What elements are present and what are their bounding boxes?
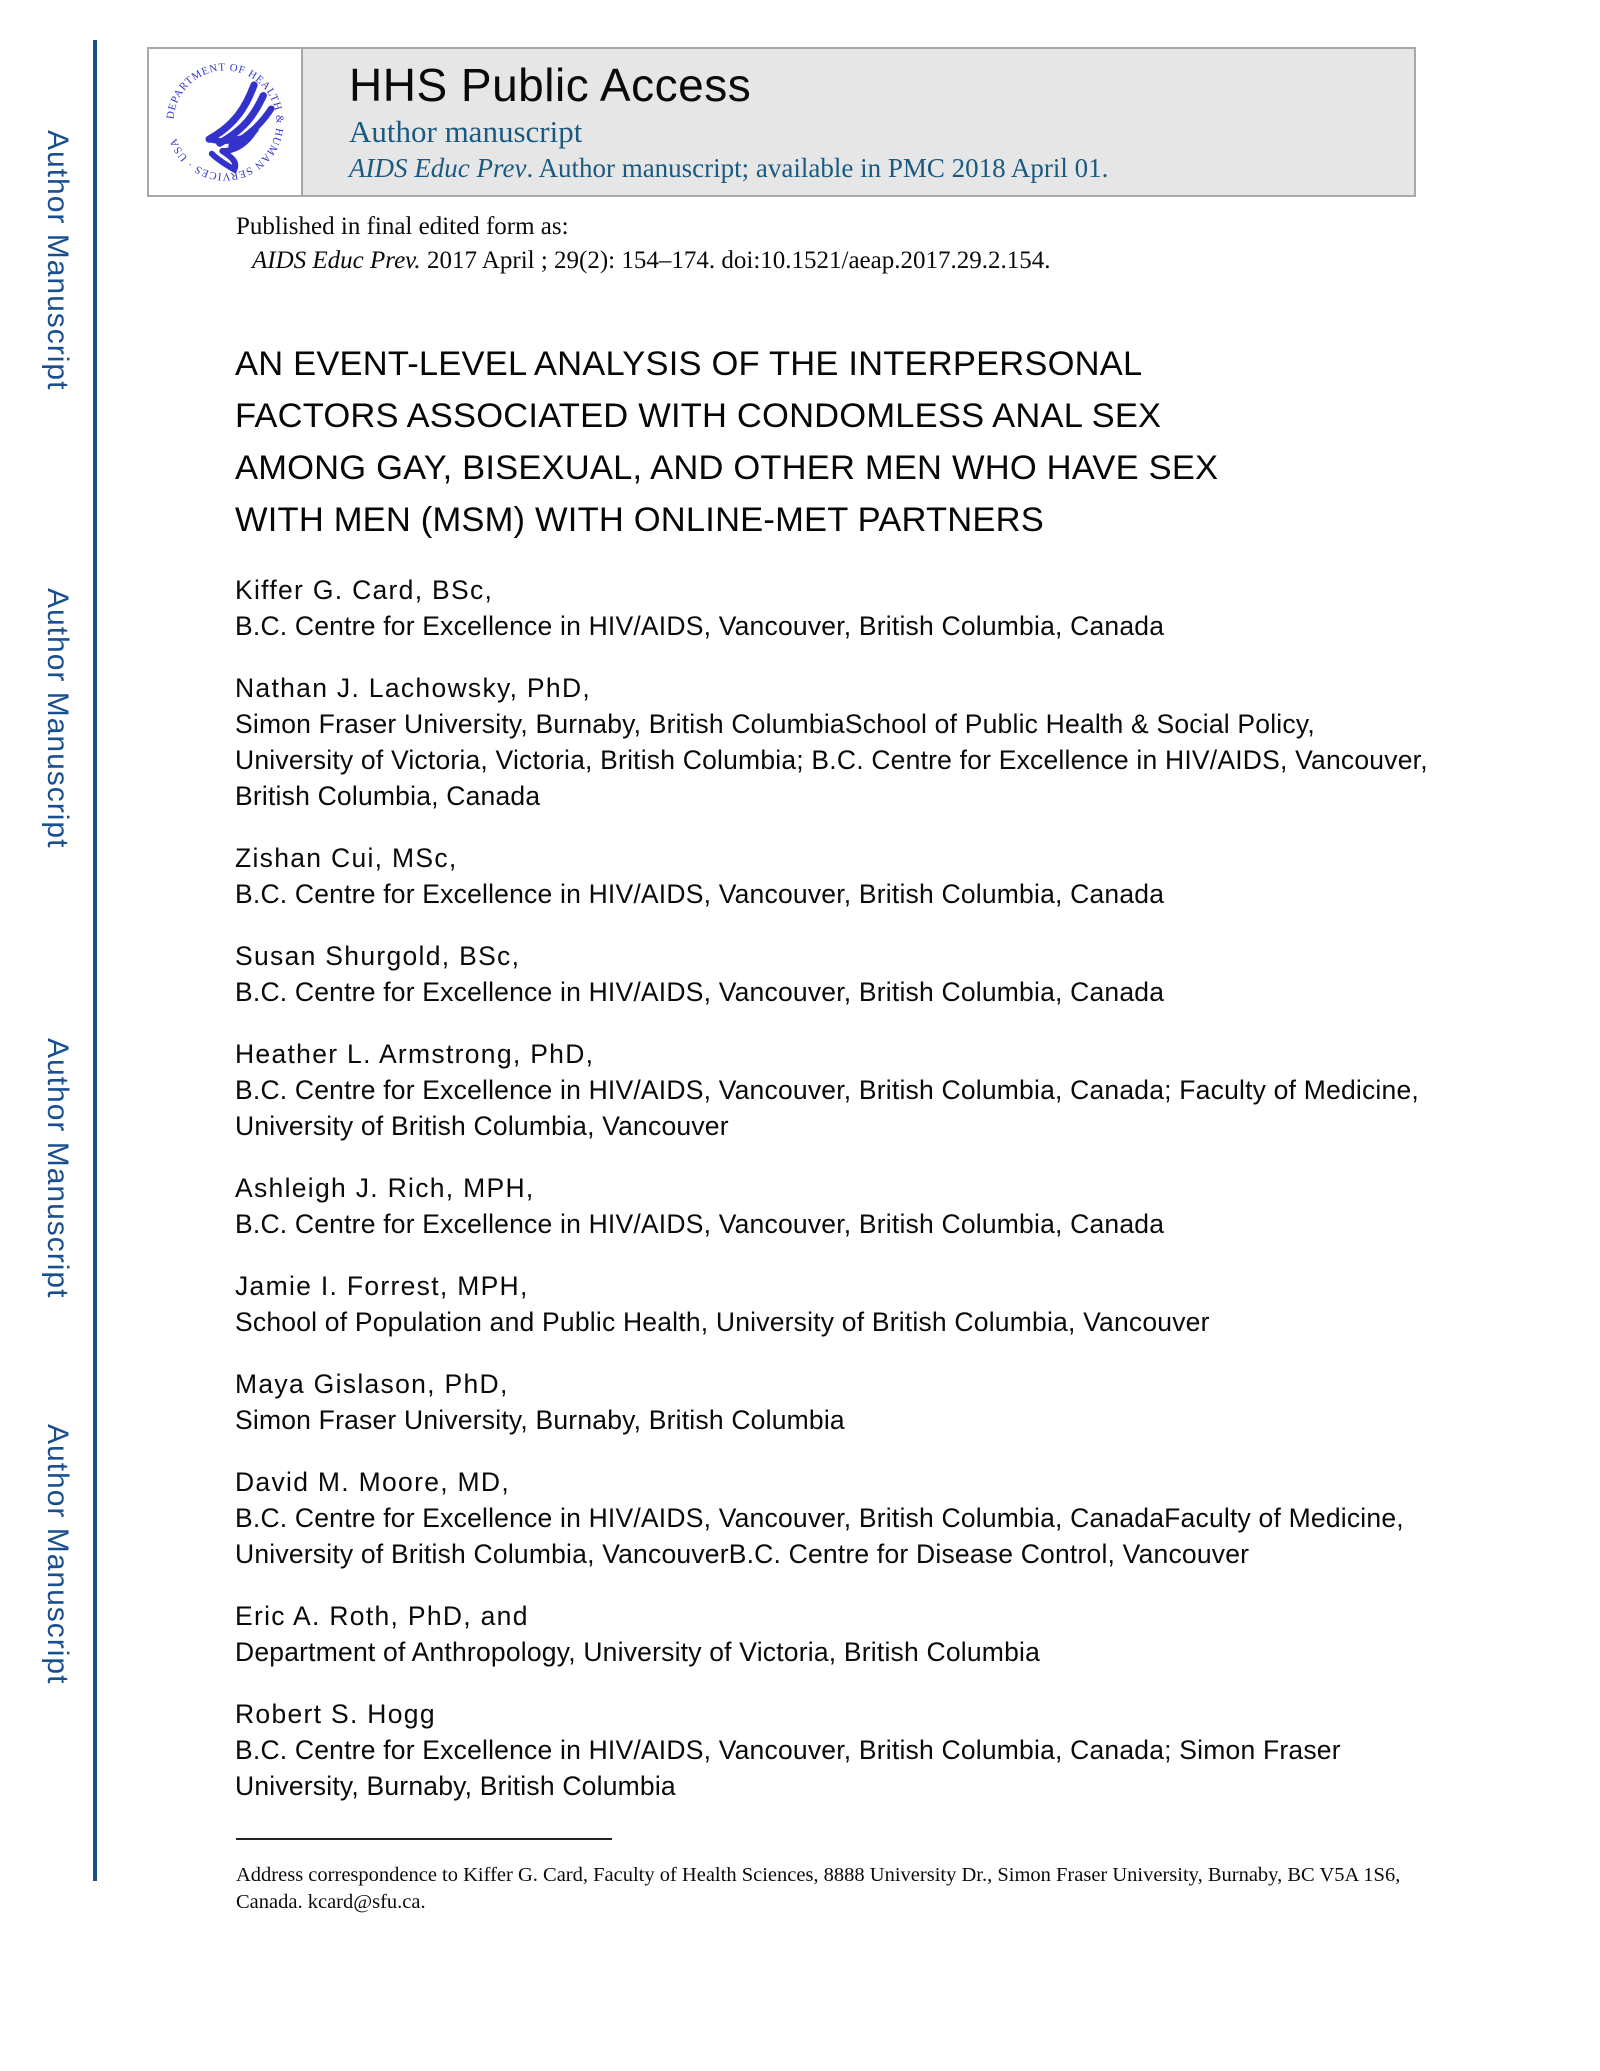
sidebar-accent-line <box>93 40 97 1881</box>
article-title-line: AN EVENT-LEVEL ANALYSIS OF THE INTERPERSONAL <box>235 345 1143 383</box>
author-name: Nathan J. Lachowsky, PhD, <box>235 673 592 703</box>
author-entry <box>235 572 1430 644</box>
author-name: Heather L. Armstrong, PhD, <box>235 1039 595 1069</box>
correspondence-note: Address correspondence to Kiffer G. Card, Faculty of Health Sciences, 8888 University Dr., Simon Fraser University, Burnaby, BC V5A 1S6, Canada. kcard@sfu.ca. <box>236 1864 1401 1913</box>
author-affiliation: B.C. Centre for Excellence in HIV/AIDS, Vancouver, British Columbia, CanadaFaculty of Medicine, University of British Columbia, VancouverB.C. Centre for Disease Control, Vancouver <box>235 1503 1404 1569</box>
author-name: Maya Gislason, PhD, <box>235 1369 509 1399</box>
author-entry <box>235 1366 1430 1438</box>
hhs-eagle-logo-icon <box>159 56 291 188</box>
author-entry <box>235 1036 1430 1144</box>
banner-subtitle: Author manuscript <box>349 113 583 149</box>
author-affiliation: B.C. Centre for Excellence in HIV/AIDS, Vancouver, British Columbia, Canada <box>235 611 1165 641</box>
author-entry <box>235 1464 1430 1572</box>
author-name: Eric A. Roth, PhD, and <box>235 1601 529 1631</box>
author-entry <box>235 670 1430 814</box>
author-entry <box>235 840 1430 912</box>
author-name: Robert S. Hogg <box>235 1699 436 1729</box>
citation-line <box>236 244 1416 278</box>
author-manuscript-watermark: Author Manuscript <box>41 1424 74 1685</box>
journal-name: AIDS Educ Prev <box>349 152 527 183</box>
article-title-line: FACTORS ASSOCIATED WITH CONDOMLESS ANAL SEX <box>235 397 1162 435</box>
author-name: Susan Shurgold, BSc, <box>235 941 521 971</box>
published-as-block <box>236 210 1416 278</box>
author-entry <box>235 1598 1430 1670</box>
article-title-line: AMONG GAY, BISEXUAL, AND OTHER MEN WHO HAVE SEX <box>235 449 1219 487</box>
author-affiliation: B.C. Centre for Excellence in HIV/AIDS, Vancouver, British Columbia, Canada <box>235 879 1165 909</box>
author-manuscript-watermark: Author Manuscript <box>41 588 74 849</box>
author-entry <box>235 1170 1430 1242</box>
author-affiliation: Department of Anthropology, University of Victoria, British Columbia <box>235 1637 1041 1667</box>
author-entry <box>235 1268 1430 1340</box>
svg-text:DEPARTMENT OF HEALTH & HUMAN S: DEPARTMENT OF HEALTH & HUMAN SERVICES · USA <box>164 61 286 183</box>
hhs-logo-box <box>149 49 303 195</box>
author-affiliation: B.C. Centre for Excellence in HIV/AIDS, Vancouver, British Columbia, Canada; Faculty of Medicine, University of British Columbia, Vancouver <box>235 1075 1419 1141</box>
author-list <box>235 572 1430 1830</box>
author-affiliation: B.C. Centre for Excellence in HIV/AIDS, Vancouver, British Columbia, Canada <box>235 1209 1165 1239</box>
author-affiliation: Simon Fraser University, Burnaby, British Columbia <box>235 1405 845 1435</box>
author-entry <box>235 1696 1430 1804</box>
author-name: Jamie I. Forrest, MPH, <box>235 1271 529 1301</box>
citation-journal: AIDS Educ Prev. <box>252 247 421 274</box>
citation-details: 2017 April ; 29(2): 154–174. doi:10.1521/aeap.2017.29.2.154. <box>420 247 1051 274</box>
article-title-line: WITH MEN (MSM) WITH ONLINE-MET PARTNERS <box>235 501 1044 539</box>
author-manuscript-watermark: Author Manuscript <box>41 1038 74 1299</box>
banner-title: HHS Public Access <box>349 59 752 111</box>
banner-availability <box>349 153 1108 184</box>
availability-text: . Author manuscript; available in PMC 2018 April 01. <box>526 152 1109 183</box>
article-title <box>235 338 1435 546</box>
author-affiliation: B.C. Centre for Excellence in HIV/AIDS, Vancouver, British Columbia, Canada <box>235 977 1165 1007</box>
author-name: David M. Moore, MD, <box>235 1467 511 1497</box>
author-affiliation: School of Population and Public Health, University of British Columbia, Vancouver <box>235 1307 1210 1337</box>
author-affiliation: Simon Fraser University, Burnaby, British ColumbiaSchool of Public Health & Social Policy, University of Victoria, Victoria, British Columbia; B.C. Centre for Excellence in HIV/AIDS, Vancouver, British Columbia, Canada <box>235 709 1428 811</box>
author-affiliation: B.C. Centre for Excellence in HIV/AIDS, Vancouver, British Columbia, Canada; Simon Fraser University, Burnaby, British Columbia <box>235 1735 1341 1801</box>
author-entry <box>235 938 1430 1010</box>
footnote-divider <box>236 1838 612 1840</box>
published-as-label: Published in final edited form as: <box>236 213 569 240</box>
author-name: Ashleigh J. Rich, MPH, <box>235 1173 535 1203</box>
author-name: Kiffer G. Card, BSc, <box>235 575 494 605</box>
author-name: Zishan Cui, MSc, <box>235 843 458 873</box>
author-manuscript-watermark: Author Manuscript <box>41 130 74 391</box>
hhs-public-access-banner <box>147 47 1416 197</box>
